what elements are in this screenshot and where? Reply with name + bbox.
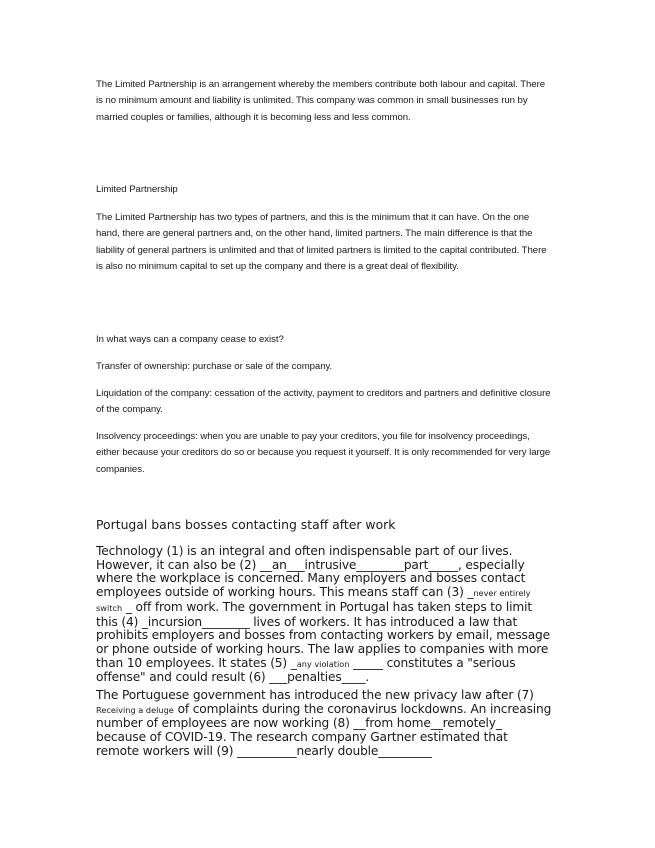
p2-segment-b: of complaints during the coronavirus lockdowns. An increasing number of employees are now working (8) __from home__remotely_ because of COVID-19. The research company Gartner estimated that remote workers will (9) __________nearly double_________ — [96, 701, 552, 758]
limited-partnership-heading — [96, 182, 551, 198]
limited-partnership-text: The Limited Partnership has two types of partners, and this is the minimum that it can have. On the one hand, there are general partners and, on the other hand, limited partners. The main difference is that the liability of general partners is unlimited and that of limited partners is limited to the capital contributed. There is also no minimum capital to set up the company and there is a great deal of flexibility. — [96, 212, 547, 273]
article-paragraph-1-text — [96, 545, 554, 685]
liquidation-paragraph — [96, 386, 551, 419]
transfer-text: Transfer of ownership: purchase or sale of the company. — [96, 361, 333, 372]
section-heading: Limited Partnership — [96, 184, 178, 195]
p2-answer-7: Receiving a deluge — [96, 704, 174, 715]
cease-question — [96, 332, 551, 348]
liquidation-text: Liquidation of the company: cessation of the activity, payment to creditors and partners and definitive closure of the company. — [96, 388, 551, 416]
p1-segment-a: Technology (1) is an integral and often indispensable part of our lives. However, it can also be (2) __an___intrusive________part_____, especially where the workplace is concerned. Many employers and bosses contact employees outside of working hours. This means staff can (3) _ — [96, 544, 526, 600]
p2-segment-a: The Portuguese government has introduced the new privacy law after (7) — [96, 688, 534, 702]
article-title-text: Portugal bans bosses contacting staff after work — [96, 517, 396, 532]
article-paragraph-2 — [96, 689, 554, 759]
article-paragraph-2-text — [96, 689, 554, 759]
p1-segment-b: _ off from work. The government in Portugal has taken steps to limit this (4) _incursion________ lives of workers. It has introduced a law that prohibits employers and bosses from contacting workers by email, message or phone outside of working hours. The law applies to companies with more than 10 employees. It states (5) _ — [96, 599, 550, 670]
article-paragraph-1 — [96, 545, 554, 685]
p1-answer-5: any violation — [296, 658, 350, 669]
article-title — [96, 518, 551, 532]
intro-text: The Limited Partnership is an arrangement whereby the members contribute both labour and capital. There is no minimum amount and liability is unlimited. This company was common in small businesses run by married couples or families, although it is becoming less and less common. — [96, 79, 546, 123]
insolvency-text: Insolvency proceedings: when you are unable to pay your creditors, you file for insolvency proceedings, either because your creditors do so or because you request it yourself. It is only recommended for very large companies. — [96, 431, 551, 475]
transfer-paragraph — [96, 359, 551, 375]
insolvency-paragraph — [96, 429, 551, 478]
p1-segment-c: _____ constitutes a "serious offense" and could result (6) ___penalties____. — [96, 655, 516, 685]
cease-question-text: In what ways can a company cease to exist? — [96, 334, 284, 345]
intro-paragraph — [96, 77, 551, 126]
p1-answer-3: never entirely switch — [96, 588, 531, 613]
limited-partnership-paragraph — [96, 210, 551, 276]
